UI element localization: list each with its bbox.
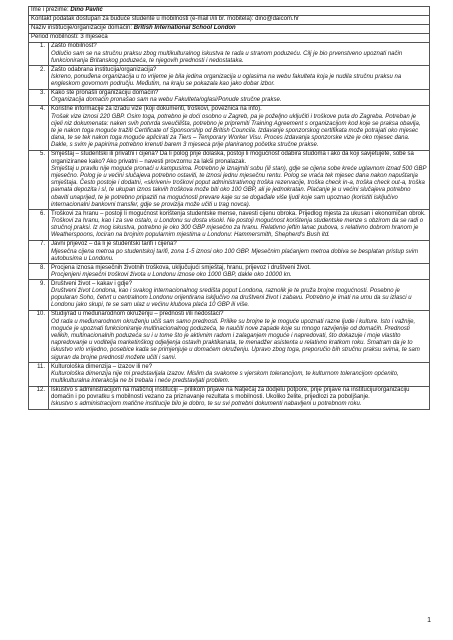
question-number: 5. [29,150,49,209]
report-table [28,6,430,410]
question-number: 1. [29,42,49,65]
name-label: Ime i prezime: [31,7,69,14]
period-label: Period mobilnosti: [31,34,79,41]
answer-text: Iskreno, ponuđena organizacija u to vrijeme je bila jedina organizacija u oglasima na webu fakulteta koja je nudila stručnu praksu na engleskom govornom području. Međutim, na kraju se pokazala kao jako dobar izbor. [51,73,402,88]
contact-row [29,15,430,24]
question-text: Zašto mobilnost? [51,43,97,50]
answer-text: Kulturološka dimenzija nije mi predstavljala izazov. Mislim da svakome s vjerskom tolerancijom, te kulturnom tolerancijom općenito, multikulturalna interakcija ne bi trebala i neće predstavljati problem. [51,370,399,385]
answer-text: Organizacija domaćin pronašao sam na webu Fakulteta/oglasi/Ponude stručne prakse. [51,97,282,104]
question-text: Troškovi za hranu – postoji li mogućnost korištenja studentske mense, navesti cijenu obroka. Prijedlog mjesta za ukusan i ekonomičan obrok. [51,210,426,217]
question-cell [49,150,430,209]
question-text: Društveni život – kakav i gdje? [51,280,133,287]
question-text: Kako ste pronašli organizaciju domaćin? [51,90,159,97]
question-text: Iskustvo s administracijom na matičnoj instituciji – prilikom prijave na Natječaj za dodjelu potpore, prije prijave na instituciju/organizaciju domaćin i po povratku s mobilnosti vezano za priznavanje rezultata s mobilnosti. Ukoliko želite, prijedlozi za poboljšanje. [51,387,410,401]
question-text: Smještaj – studentski ili privatni i cijena? Da li polog prije dolaska, postoji li mogućnost odabira studoma i ako da koji savjetujete, sobe sa organiziranee kako? Ako privatni – navesti provzornu za lakši pronalazak. [51,151,414,165]
question-row [29,264,430,280]
question-number: 9. [29,280,49,311]
question-cell [49,280,430,311]
question-text: Zašto odabrana institucija/organizacija? [51,66,157,73]
question-cell [49,240,430,263]
name-value: Dino Pavlić [70,7,103,14]
question-cell [49,210,430,241]
question-number: 10. [29,311,49,363]
question-row [29,386,430,409]
name-row [29,7,430,16]
question-number: 11. [29,363,49,386]
answer-text: Troškovi za hranu, kao i za sve ostalo, u Londonu su dosta visoki. Ne postoji mogućnost korištenja studentske menze s obzirom da se radi o stručnoj praksi. Iz mog iskustva, potrebno je oko 300 GBP mjesečno za hranu. Relativno jeftin lanac pubova, s relativno dobrom hranom je Weatherspoons, lociran na brojnim popularnim mjestima u Londonu: Hammersmith, Shepherd's Bush itd. [51,217,424,239]
answer-text: Iskustvo s administracijom matične institucije bilo je dobro, te su svi potrebni dokumenti nabavljeni u potrebnom roku. [51,401,362,408]
answer-text: Smještaj u pravilu nije moguće pronaći u kampusima. Potrebno je iznajmiti sobu (ili stan), gdje se cijena sobe kreće uglavnom iznad 500 GBP mjesečno. Polog je u većini slučajeva potrebno ostaviti, te iznosi jednu mjesečnu rentu. Polog se vraća tek mjesec dana nakon napuštanja smještaja. Često postoje i dodatni, «skriveni» troškovi poput administrativnog troška rezervacije, troška check in-a, troška check out-a, troška pavnata depozita i sl, te ukupan iznos takvih troškova može biti oko 100 GBP, ali je jednokratan. Plaćanje je u većini slučajeva potrebno obaviti unaprijed, te je potrebno pripaziti na mogućnosti prevare kaje su se događale više ljudi koje sam upoznao (koristiti isključivo internacionalni bankovni transfer, gdje se provizija može učiti u trag novca). [51,165,427,208]
org-label: Naziv institucije/organizacije domaćin: [31,25,133,32]
question-row [29,66,430,89]
question-number: 3. [29,89,49,105]
question-cell [49,264,430,280]
question-number: 4. [29,105,49,150]
answer-text: Trošak vize iznosi 220 GBP. Osim toga, potrebno je doći osobno u Zagreb, pa je poželjno uključiti i troškove puta do Zagreba. Potreban je cijeli niz dokumenata: naken svih potvrda sveučilišta, potrebno je pripremiti Training Agreement s organizacijom kod koje se praksa obavlja, te je nakon toga moguće tražiti Certificate of Sponsorship od British Councila. Izdavanje sponzorskog certifikata može potrajati oko mjesec dana, te se tek nakon toga moguće aplicirati za Tiers – Temporary Worker Visu. Proces izdavanja sponzorske vize je oko mjesec dana. Dakle, s svim je papirima potrebno krenuti barem 3 mjeseca prije planiranog početka stručne prakse. [51,113,421,149]
question-cell [49,105,430,150]
question-cell [49,311,430,363]
contact-label: Kontakt podatak dostupan za buduće studente u mobilnosti (e-mail i/ili br. mobitela): [31,16,254,23]
answer-text: Društveni život Londona, kao i svakog internacionalnog središta poput Londona, raznolik je te pruža brojne mogućnosti. Posebno je popularan Soho, četvrt u centralnom Londonu orijentirana isključivo na društveni život i zabavu. Potrebno je imati na umu da su izlasci u Londonu jako skupi, te se sam ulaz u većinu klubova plaća 10 GBP ili više. [51,288,412,309]
contact-value: dino@daicom.hr [255,16,299,23]
org-row [29,24,430,33]
question-number: 6. [29,210,49,241]
answer-text: Od rada u međunarodnom okruženju učiš sam samo prednosti. Prilike su brojne te je moguće upoznati razne ljude i kulture. Isto i važnije, moguće je upoznati funkcioniranje multinacionalnog poduzeća, te naučiti nove zapade koje su mnogo razvijenije od domaćih. Prednosti velikih, multinacionalnih poduzeća su i u tome što je aktivnim radom i zalaganjem moguće i napredovati, što dokazuje i moje vlastito napredovanje u voditelja marketinškog odjeljenja ostavih praktikanata, te menadžer asistenta u relativno kratkom roku. Smatram da je to iskustvo vrlo vrijedno, posebice kada se primjenjuje u domaćem okruženju. Upravo zbog toga, preporučio bih stručnu praksu svima, te sam siguran da brojne prednosti možete učiti i sami. [51,318,420,361]
question-cell [49,363,430,386]
question-cell [49,66,430,89]
question-text: Koristne informacije za izradu vize (koji dokumenti, troškovi, poveznica na info). [51,106,262,113]
question-number: 12. [29,386,49,409]
question-cell [49,42,430,65]
question-cell [49,89,430,105]
question-number: 2. [29,66,49,89]
question-number: 8. [29,264,49,280]
answer-text: Mjesečna cijena metroa po studentskoj tarifi, zona 1-5 iznosi oko 100 GBP. Mjesečnim plaćanjem metroa dobiva se besplatan pristup svim autobusima u Londonu. [51,248,419,262]
question-row [29,280,430,311]
answer-text: Odlučio sam se na stručnu praksu zbog multikulturalnog iskustva te rada u stranom poduzeću. Cilj je bio prvenstveno upoznati način funkcioniranja Britanskog poduzeća, te njegovih prednosti i nedostataka. [51,50,403,64]
period-row [29,33,430,42]
page-number: 1 [427,617,431,624]
question-row [29,210,430,241]
question-text: Javni prijevoz – da li je studentski tarifi i cijena? [51,241,177,248]
question-number: 7. [29,240,49,263]
question-row [29,311,430,363]
answer-text: Procjenjeni mjesečni troškovi života u Londonu iznose oko 1000 GBP, dakle oko 10000 kn. [51,271,292,278]
document-body [28,6,430,410]
question-text: Procjena iznosa mjesečnih životnih troškova, uključujući smještaj, hranu, prijevoz i društveni život. [51,264,311,271]
question-row [29,240,430,263]
question-row [29,105,430,150]
period-value: 3 mjeseca [80,34,108,41]
question-row [29,89,430,105]
question-text: Studij/rad u međunarodnom okruženju – prednosti i/ili nedostaci? [51,311,224,318]
question-row [29,42,430,65]
question-row [29,363,430,386]
question-text: Kulturološka dimenzija – izazov ili ne? [51,363,153,370]
org-value: British International School London [133,25,236,32]
question-row [29,150,430,209]
question-cell [49,386,430,409]
